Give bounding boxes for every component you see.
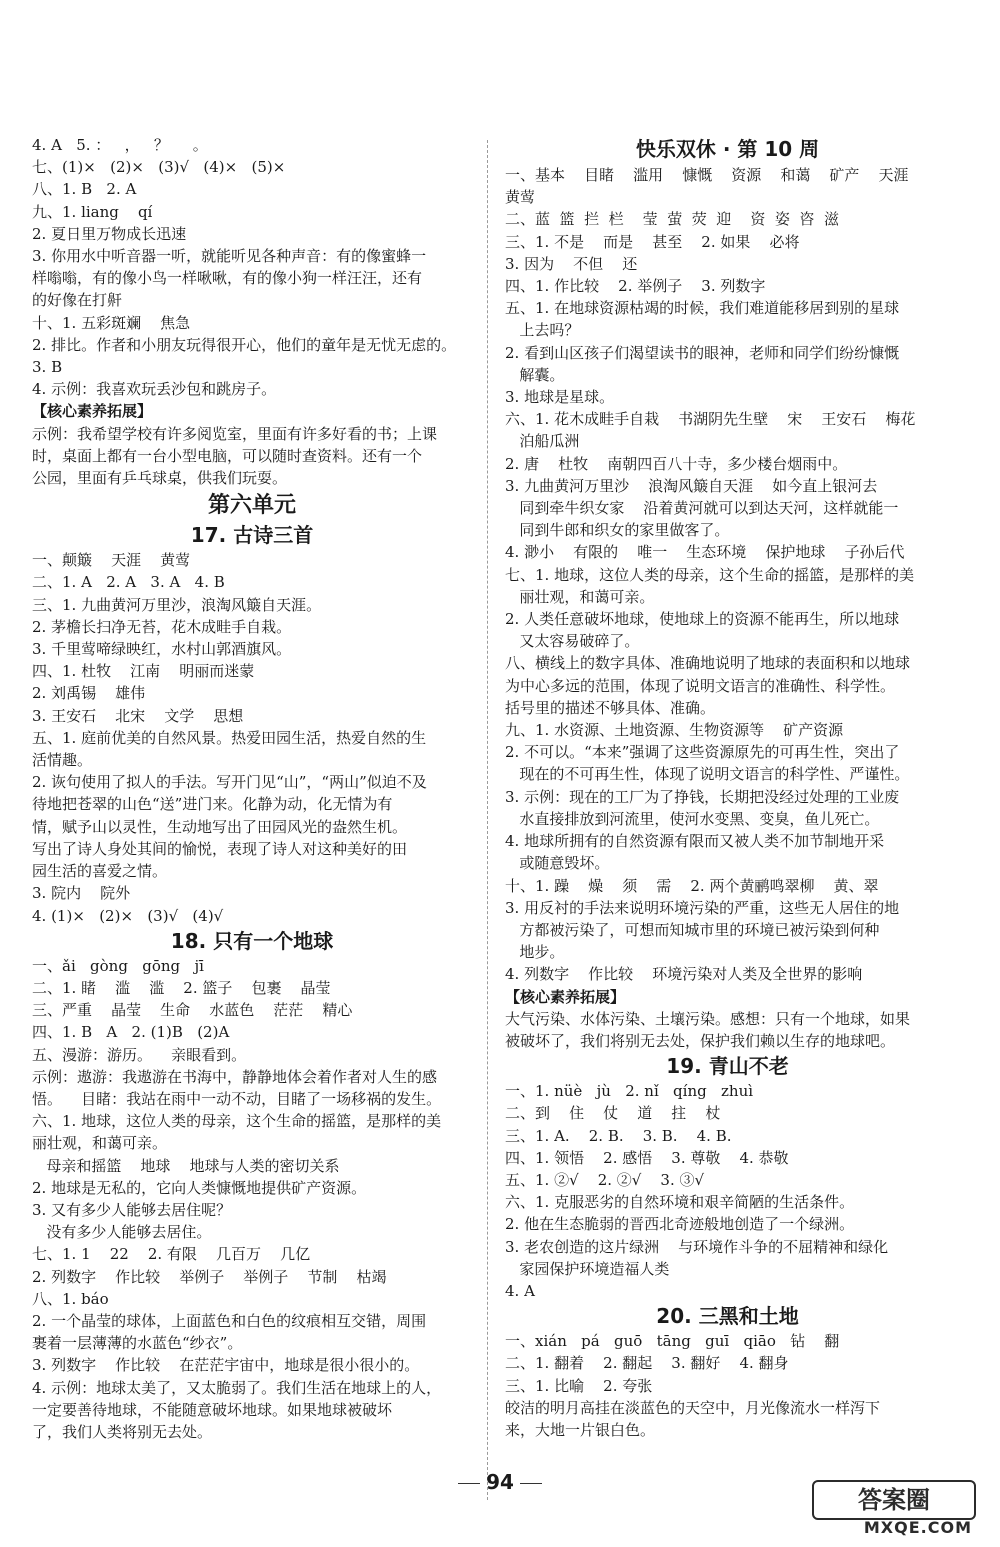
answer-line: 三、严重 晶莹 生命 水蓝色 茫茫 精心 [32, 1001, 353, 1020]
lesson-heading: 20. 三黑和土地 [656, 1304, 799, 1329]
answer-line: 3. 千里莺啼绿映红，水村山郭酒旗风。 [32, 640, 292, 659]
answer-line: 十、1. 躁 燥 须 需 2. 两个黄鹂鸣翠柳 黄、翠 [505, 876, 879, 895]
answer-line: 一、xián pá guō tāng guī qiāo 钻 翻 [505, 1332, 840, 1351]
answer-line: 4. A 5. ： ， ？ 。 [32, 136, 208, 154]
answer-line: 一、ǎi gòng gōng jī [32, 956, 204, 975]
answer-line: 二、蓝 篮 拦 栏 莹 萤 荧 迎 资 姿 咨 滋 [505, 210, 839, 229]
answer-line: 3. 院内 院外 [32, 884, 131, 903]
unit-heading: 第六单元 [207, 493, 296, 519]
answer-line: 四、1. 杜牧 江南 明丽而迷蒙 [32, 662, 255, 681]
answer-line: 丽壮观，和蔼可亲。 [32, 1134, 168, 1153]
answer-line: 为中心多远的范围，体现了说明文语言的准确性、科学性。 [505, 676, 896, 695]
answer-line: 示例：我希望学校有许多阅览室，里面有许多好看的书；上课 [32, 424, 438, 443]
answer-line: 丽壮观，和蔼可亲。 [505, 587, 655, 606]
answer-line: 母亲和摇篮 地球 地球与人类的密切关系 [32, 1156, 340, 1175]
answer-line: 七、1. 1 22 2. 有限 几百万 几亿 [32, 1245, 311, 1264]
column-divider [487, 140, 488, 1500]
answer-line: 了，我们人类将别无去处。 [32, 1422, 213, 1441]
answer-line: 解囊。 [505, 365, 565, 384]
answer-line: 四、1. 领悟 2. 感悟 3. 尊敬 4. 恭敬 [505, 1148, 789, 1167]
section-label: 【核心素养拓展】 [505, 987, 626, 1006]
answer-line: 3. 王安石 北宋 文学 思想 [32, 706, 244, 725]
answer-line: 九、1. liang qí [32, 202, 153, 221]
answer-line: 活情趣。 [32, 751, 93, 770]
answer-line: 情，赋予山以灵性，生动地写出了田园风光的盎然生机。 [32, 817, 408, 836]
answer-line: 3. 地球是星球。 [505, 388, 615, 407]
answer-line: 3. 老农创造的这片绿洲 与环境作斗争的不屈精神和绿化 [505, 1237, 889, 1256]
answer-line: 的好像在打鼾 [32, 291, 123, 310]
answer-line: 方都被污染了，可想而知城市里的环境已被污染到何种 [505, 920, 880, 939]
answer-line: 示例：遨游：我遨游在书海中，静静地体会着作者对人生的感 [32, 1067, 438, 1086]
watermark [816, 1480, 986, 1536]
answer-line: 写出了诗人身处其间的愉悦，表现了诗人对这种美好的田 [32, 839, 408, 858]
answer-line: 五、漫游：游历。 亲眼看到。 [32, 1045, 247, 1064]
answer-line: 六、1. 地球，这位人类的母亲，这个生命的摇篮，是那样的美 [32, 1112, 442, 1131]
answer-line: 公园，里面有乒乓球桌，供我们玩耍。 [32, 469, 288, 488]
answer-line: 2. 排比。作者和小朋友玩得很开心，他们的童年是无忧无虑的。 [32, 335, 457, 354]
answer-line: 2. 茅檐长扫净无苔，花木成畦手自栽。 [32, 617, 292, 636]
answer-line: 2. 刘禹锡 雄伟 [32, 684, 146, 703]
answer-line: 大气污染、水体污染、土壤污染。感想：只有一个地球，如果 [505, 1009, 911, 1028]
answer-line: 4. 地球所拥有的自然资源有限而又被人类不加节制地开采 [505, 832, 885, 851]
answer-line: 同到牛郎和织女的家里做客了。 [505, 521, 730, 540]
answer-line: 4. 渺小 有限的 唯一 生态环境 保护地球 子孙后代 [505, 543, 905, 562]
answer-line: 七、1. 地球，这位人类的母亲，这个生命的摇篮，是那样的美 [505, 565, 915, 584]
section-label: 【核心素养拓展】 [32, 402, 153, 421]
answer-line: 五、1. 庭前优美的自然风景。热爱田园生活，热爱自然的生 [32, 728, 427, 747]
answer-line: 4. (1)× (2)× (3)√ (4)√ [32, 906, 224, 925]
answer-line: 悟。 目睹：我站在雨中一动不动，目睹了一场移祸的发生。 [32, 1089, 442, 1108]
answer-line: 3. 又有多少人能够去居住呢？ [32, 1200, 232, 1219]
answer-line: 一、1. nüè jù 2. nǐ qíng zhuì [505, 1082, 754, 1101]
watermark-logo: 答案圈 [812, 1480, 976, 1520]
answer-line: 3. 九曲黄河万里沙 浪淘风簸自天涯 如今直上银河去 [505, 476, 878, 495]
lesson-heading: 18. 只有一个地球 [170, 928, 334, 953]
answer-line: 2. 地球是无私的，它向人类慷慨地提供矿产资源。 [32, 1178, 367, 1197]
answer-line: 2. 他在生态脆弱的晋西北奇迹般地创造了一个绿洲。 [505, 1215, 855, 1234]
answer-line: 五、1. 在地球资源枯竭的时候，我们难道能移居到别的星球 [505, 299, 900, 318]
answer-line: 2. 一个晶莹的球体，上面蓝色和白色的纹痕相互交错，周围 [32, 1311, 427, 1330]
answer-line: 三、1. A. 2. B. 3. B. 4. B. [505, 1126, 732, 1145]
answer-line: 括号里的描述不够具体、准确。 [505, 698, 716, 717]
answer-line: 2. 夏日里万物成长迅速 [32, 224, 187, 243]
answer-line: 2. 唐 杜牧 南朝四百八十寺，多少楼台烟雨中。 [505, 454, 848, 473]
answer-line: 六、1. 花木成畦手自栽 书湖阴先生壁 宋 王安石 梅花 [505, 410, 916, 429]
page-number: 94 [486, 1470, 514, 1494]
answer-line: 三、1. 九曲黄河万里沙，浪淘风簸自天涯。 [32, 595, 322, 614]
answer-line: 地步。 [505, 943, 565, 962]
right-column [505, 134, 950, 1441]
answer-line: 裹着一层薄薄的水蓝色“纱衣”。 [32, 1334, 243, 1353]
answer-line: 3. 列数字 作比较 在茫茫宇宙中，地球是很小很小的。 [32, 1356, 420, 1375]
answer-line: 九、1. 水资源、土地资源、生物资源等 矿产资源 [505, 721, 844, 740]
answer-line: 六、1. 克服恶劣的自然环境和艰辛简陋的生活条件。 [505, 1193, 855, 1212]
answer-line: 又太容易破碎了。 [505, 632, 640, 651]
answer-line: 2. 人类任意破坏地球，使地球上的资源不能再生，所以地球 [505, 610, 900, 629]
answer-line: 二、1. 睹 滥 滥 2. 篮子 包裹 晶莹 [32, 978, 331, 997]
watermark-url: MXQE.COM [863, 1518, 972, 1537]
answer-line: 同到牵牛织女家 沿着黄河就可以到达天河，这样就能一 [505, 499, 899, 518]
lesson-heading: 19. 青山不老 [666, 1054, 789, 1079]
answer-line: 上去吗？ [505, 321, 580, 340]
answer-line: 2. 诙句使用了拟人的手法。写开门见“山”，“两山”似迫不及 [32, 773, 427, 792]
answer-line: 二、1. 翻着 2. 翻起 3. 翻好 4. 翻身 [505, 1354, 789, 1373]
answer-line: 样嗡嗡，有的像小鸟一样啾啾，有的像小狗一样汪汪，还有 [32, 269, 423, 288]
answer-line: 八、1. B 2. A [32, 180, 137, 199]
answer-line: 二、到 住 仗 道 拄 杖 [505, 1104, 721, 1123]
answer-line: 五、1. ②√ 2. ②√ 3. ③√ [505, 1170, 705, 1189]
answer-line: 七、(1)× (2)× (3)√ (4)× (5)× [32, 158, 286, 177]
answer-line: 时，桌面上都有一台小型电脑，可以随时查资料。还有一个 [32, 446, 423, 465]
answer-line: 二、1. A 2. A 3. A 4. B [32, 573, 225, 592]
footer-dash-left [458, 1483, 480, 1484]
answer-line: 四、1. 作比较 2. 举例子 3. 列数字 [505, 277, 766, 296]
week-heading: 快乐双休 · 第 10 周 [635, 137, 820, 161]
answer-line: 一、基本 目睹 滥用 慷慨 资源 和蔼 矿产 天涯 [505, 166, 909, 184]
left-column [32, 134, 472, 1443]
answer-line: 3. 用反衬的手法来说明环境污染的严重，这些无人居住的地 [505, 898, 900, 917]
answer-line: 园生活的喜爱之情。 [32, 862, 168, 881]
answer-line: 待地把苍翠的山色“送”进门来。化静为动，化无情为有 [32, 795, 393, 814]
answer-line: 来，大地一片银白色。 [505, 1420, 656, 1439]
answer-line: 2. 列数字 作比较 举例子 举例子 节制 枯竭 [32, 1267, 387, 1286]
answer-line: 皎洁的明月高挂在淡蓝色的天空中，月光像流水一样泻下 [505, 1398, 881, 1417]
answer-line: 八、1. báo [32, 1289, 109, 1308]
answer-line: 现在的不可再生性，体现了说明文语言的科学性、严谨性。 [505, 765, 910, 784]
answer-line: 被破坏了，我们将别无去处，保护我们赖以生存的地球吧。 [505, 1031, 896, 1050]
answer-line: 4. 示例：地球太美了，又太脆弱了。我们生活在地球上的人， [32, 1378, 442, 1397]
answer-line: 4. 列数字 作比较 环境污染对人类及全世界的影响 [505, 965, 863, 984]
answer-line: 一、颠簸 天涯 黄莺 [32, 551, 191, 570]
answer-line: 水直接排放到河流里，使河水变黑、变臭，鱼儿死亡。 [505, 809, 880, 828]
answer-line: 3. B [32, 358, 63, 377]
answer-line: 没有多少人能够去居住。 [32, 1223, 212, 1242]
answer-line: 三、1. 不是 而是 甚至 2. 如果 必将 [505, 232, 800, 251]
answer-line: 或随意毁坏。 [505, 854, 610, 873]
answer-line: 4. 示例：我喜欢玩丢沙包和跳房子。 [32, 380, 277, 399]
answer-line: 四、1. B A 2. (1)B (2)A [32, 1023, 230, 1042]
answer-line: 黄莺 [505, 188, 536, 207]
answer-line: 2. 不可以。“本来”强调了这些资源原先的可再生性，突出了 [505, 743, 900, 762]
answer-line: 八、横线上的数字具体、准确地说明了地球的表面积和以地球 [505, 654, 911, 673]
answer-line: 十、1. 五彩斑斓 焦急 [32, 313, 191, 332]
answer-line: 三、1. 比喻 2. 夸张 [505, 1376, 653, 1395]
answer-line: 2. 看到山区孩子们渴望读书的眼神，老师和同学们纷纷慷慨 [505, 343, 900, 362]
answer-line: 3. 因为 不但 还 [505, 254, 638, 273]
lesson-heading: 17. 古诗三首 [190, 523, 314, 548]
answer-line: 3. 你用水中听音器一听，就能听见各种声音：有的像蜜蜂一 [32, 247, 427, 266]
answer-line: 4. A [505, 1281, 535, 1300]
footer-dash-right [520, 1483, 542, 1484]
answer-line: 3. 示例：现在的工厂为了挣钱，长期把没经过处理的工业废 [505, 787, 900, 806]
answer-line: 一定要善待地球，不能随意破坏地球。如果地球被破坏 [32, 1400, 393, 1419]
answer-line: 家园保护环境造福人类 [505, 1259, 670, 1278]
answer-line: 泊船瓜洲 [505, 432, 580, 451]
